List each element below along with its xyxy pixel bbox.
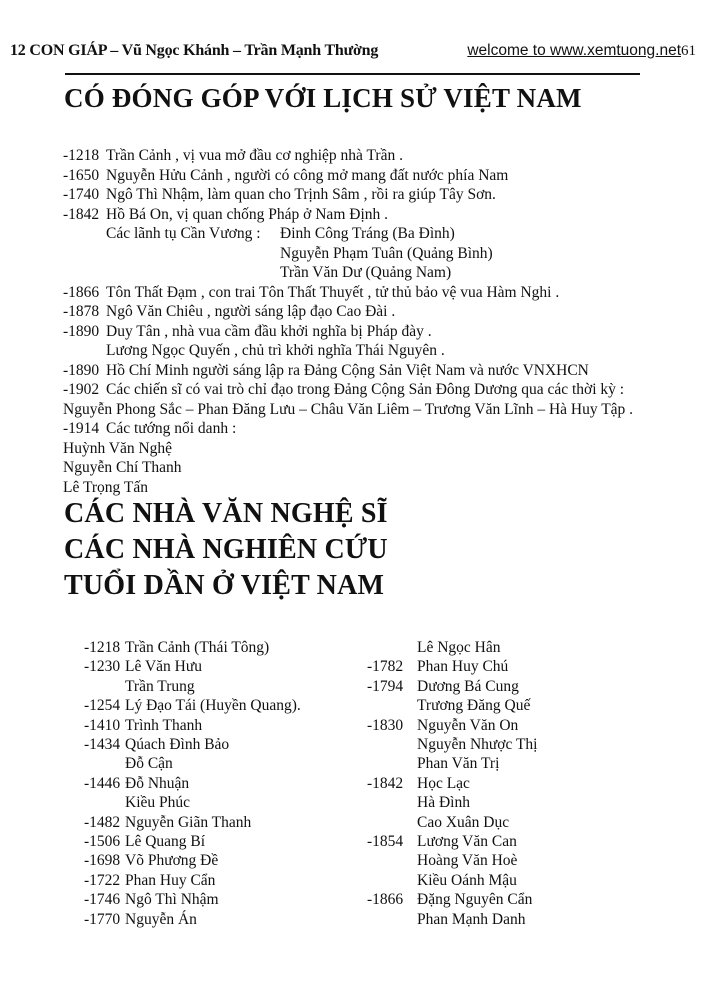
welcome-link[interactable]: welcome to www.xemtuong.net [467, 42, 681, 59]
person-name-left: Ngô Thì Nhậm [125, 891, 219, 909]
birth-year-right [367, 793, 417, 812]
birth-year-left [84, 793, 125, 812]
entry-text: Lương Ngọc Quyến , chủ trì khởi nghĩa Thái Nguyên . [106, 342, 445, 359]
person-row [84, 696, 684, 715]
entry-leader-name: Đinh Công Tráng (Ba Đình) [280, 225, 455, 242]
section2-title [64, 496, 388, 604]
entry-text [106, 244, 280, 264]
section2-title-line2: CÁC NHÀ NGHIÊN CỨU [64, 534, 388, 565]
person-row [84, 871, 684, 890]
history-entry [63, 439, 683, 459]
birth-year-right [367, 638, 417, 657]
history-entry [63, 322, 683, 342]
birth-year-right [367, 754, 417, 773]
history-entry [63, 185, 683, 205]
person-name-right: Phan Huy Chú [417, 658, 509, 676]
people-two-column-list [84, 638, 684, 929]
entry-year [63, 341, 106, 361]
person-name-right: Lương Văn Can [417, 833, 517, 851]
history-entry [63, 400, 683, 420]
person-row [84, 813, 684, 832]
entry-text: Duy Tân , nhà vua cầm đầu khởi nghĩa bị Pháp đày . [106, 322, 432, 340]
birth-year-right [367, 910, 417, 929]
person-name-right: Học Lạc [417, 774, 470, 792]
history-entry [63, 283, 683, 303]
entry-year [63, 224, 106, 244]
person-name-right: Kiều Oánh Mậu [417, 871, 517, 889]
person-row [84, 910, 684, 929]
section2-title-line1: CÁC NHÀ VĂN NGHỆ SĨ [64, 498, 388, 529]
section2-title-line3: TUỔI DẦN Ở VIỆT NAM [64, 570, 385, 601]
entry-year: -1866 [63, 283, 100, 301]
entry-year: -1890 [63, 322, 100, 340]
person-name-right: Hà Đình [417, 794, 470, 812]
birth-year-left: -1746 [84, 891, 121, 909]
entry-text: Ngô Văn Chiêu , người sáng lập đạo Cao Đài . [106, 303, 396, 320]
person-name-left: Đỗ Cận [125, 755, 173, 773]
birth-year-left: -1434 [84, 736, 121, 754]
person-name-right: Dương Bá Cung [417, 677, 519, 695]
entry-year: -1740 [63, 186, 100, 203]
entry-year [63, 244, 106, 264]
entry-year: -1914 [63, 420, 100, 437]
entry-text: Nguyễn Chí Thanh [63, 459, 182, 476]
person-name-right: Phan Văn Trị [417, 755, 500, 773]
entry-year: -1650 [63, 166, 100, 184]
person-name-left: Nguyễn Án [125, 910, 197, 928]
person-name-right: Trương Đăng Quế [417, 697, 531, 715]
person-name-left: Lê Quang Bí [125, 833, 206, 851]
entry-text: Huỳnh Văn Nghệ [63, 439, 173, 457]
person-row [84, 793, 684, 812]
entry-text: Nguyễn Hửu Cảnh , người có công mở mang đất nước phía Nam [106, 166, 509, 184]
birth-year-right [367, 813, 417, 832]
person-name-left: Phan Huy Cẩn [125, 871, 216, 889]
person-name-left: Trần Trung [125, 677, 195, 695]
person-name-right: Lê Ngọc Hân [417, 639, 501, 656]
history-entry [63, 361, 683, 381]
entry-year: -1842 [63, 205, 100, 223]
person-name-left: Đỗ Nhuận [125, 774, 190, 792]
birth-year-right: -1866 [367, 891, 404, 909]
person-name-left: Lê Văn Hưu [125, 658, 202, 676]
book-title: 12 CON GIÁP – Vũ Ngọc Khánh – Trần Mạnh Thường [10, 42, 379, 59]
person-name-left: Nguyễn Giãn Thanh [125, 813, 252, 831]
person-name-right: Đặng Nguyên Cẩn [417, 891, 533, 909]
birth-year-right: -1830 [367, 716, 404, 734]
birth-year-right: -1782 [367, 658, 404, 676]
person-row [84, 735, 684, 754]
entry-year: -1902 [63, 381, 100, 398]
history-entry [63, 458, 683, 478]
entry-leader-name: Nguyễn Phạm Tuân (Quảng Bình) [280, 244, 493, 262]
person-name-left: Trần Cảnh (Thái Tông) [125, 639, 270, 656]
entry-text: Hồ Chí Minh người sáng lập ra Đảng Cộng Sản Việt Nam và nước VNXHCN [106, 361, 589, 379]
birth-year-left: -1722 [84, 871, 121, 889]
header-right [467, 42, 696, 60]
person-row [84, 677, 684, 696]
history-list [63, 146, 683, 497]
header-divider [65, 73, 640, 75]
birth-year-left: -1482 [84, 813, 121, 831]
history-entry [63, 244, 683, 264]
birth-year-right: -1854 [367, 833, 404, 851]
entry-year: -1218 [63, 147, 100, 164]
history-entry [63, 419, 683, 439]
entry-text: Hồ Bá On, vị quan chống Pháp ở Nam Định . [106, 205, 388, 223]
entry-text: Các lãnh tụ Cần Vương : [106, 225, 261, 242]
person-name-left: Trình Thanh [125, 716, 203, 734]
birth-year-right: -1842 [367, 774, 404, 792]
person-name-left: Qúach Đình Bảo [125, 736, 230, 754]
person-row [84, 890, 684, 909]
entry-text [106, 263, 280, 283]
birth-year-left: -1254 [84, 697, 121, 715]
person-name-right: Phan Mạnh Danh [417, 910, 526, 928]
birth-year-right [367, 851, 417, 870]
history-entry [63, 166, 683, 186]
person-name-left: Lý Đạo Tái (Huyền Quang). [125, 697, 301, 715]
entry-text: Nguyễn Phong Sắc – Phan Đăng Lưu – Châu Văn Liêm – Trương Văn Lĩnh – Hà Huy Tập . [63, 400, 634, 418]
birth-year-left: -1770 [84, 910, 121, 928]
history-entry [63, 146, 683, 166]
birth-year-right: -1794 [367, 677, 404, 695]
entry-leader-name: Trần Văn Dư (Quảng Nam) [280, 264, 452, 281]
entry-text: Các chiến sĩ có vai trò chỉ đạo trong Đảng Cộng Sản Đông Dương qua các thời kỳ : [106, 381, 625, 398]
entry-year: -1890 [63, 361, 100, 379]
person-row [84, 832, 684, 851]
history-entry [63, 380, 683, 400]
history-entry [63, 205, 683, 225]
entry-text: Tôn Thất Đạm , con trai Tôn Thất Thuyết , tử thủ bảo vệ vua Hàm Nghi . [106, 283, 560, 301]
birth-year-left: -1218 [84, 639, 121, 656]
person-row [84, 774, 684, 793]
person-row [84, 754, 684, 773]
birth-year-left [84, 677, 125, 696]
birth-year-right [367, 871, 417, 890]
section1-title: CÓ ĐÓNG GÓP VỚI LỊCH SỬ VIỆT NAM [64, 83, 582, 113]
history-entry [63, 224, 683, 244]
birth-year-left: -1230 [84, 658, 121, 676]
history-entry [63, 263, 683, 283]
history-entry [63, 341, 683, 361]
birth-year-right [367, 696, 417, 715]
birth-year-left: -1698 [84, 852, 121, 870]
person-name-left: Kiều Phúc [125, 794, 191, 812]
entry-year: -1878 [63, 303, 100, 320]
birth-year-left [84, 754, 125, 773]
page-number: 61 [681, 43, 696, 59]
person-name-right: Nguyễn Nhược Thị [417, 736, 538, 754]
history-entry [63, 478, 683, 498]
person-name-left: Võ Phương Đề [125, 852, 219, 870]
person-name-right: Nguyễn Văn On [417, 716, 519, 734]
entry-text: Các tướng nổi danh : [106, 420, 237, 437]
entry-year [63, 263, 106, 283]
entry-text: Ngô Thì Nhậm, làm quan cho Trịnh Sâm , rồi ra giúp Tây Sơn. [106, 186, 496, 203]
person-row [84, 638, 684, 657]
birth-year-right [367, 735, 417, 754]
birth-year-left: -1410 [84, 716, 121, 734]
entry-text: Lê Trọng Tấn [63, 478, 148, 496]
person-name-right: Hoàng Văn Hoè [417, 852, 518, 870]
person-name-right: Cao Xuân Dục [417, 813, 510, 831]
entry-text: Trần Cảnh , vị vua mở đầu cơ nghiệp nhà Trần . [106, 147, 403, 164]
person-row [84, 657, 684, 676]
person-row [84, 851, 684, 870]
birth-year-left: -1446 [84, 774, 121, 792]
birth-year-left: -1506 [84, 833, 121, 851]
person-row [84, 716, 684, 735]
history-entry [63, 302, 683, 322]
